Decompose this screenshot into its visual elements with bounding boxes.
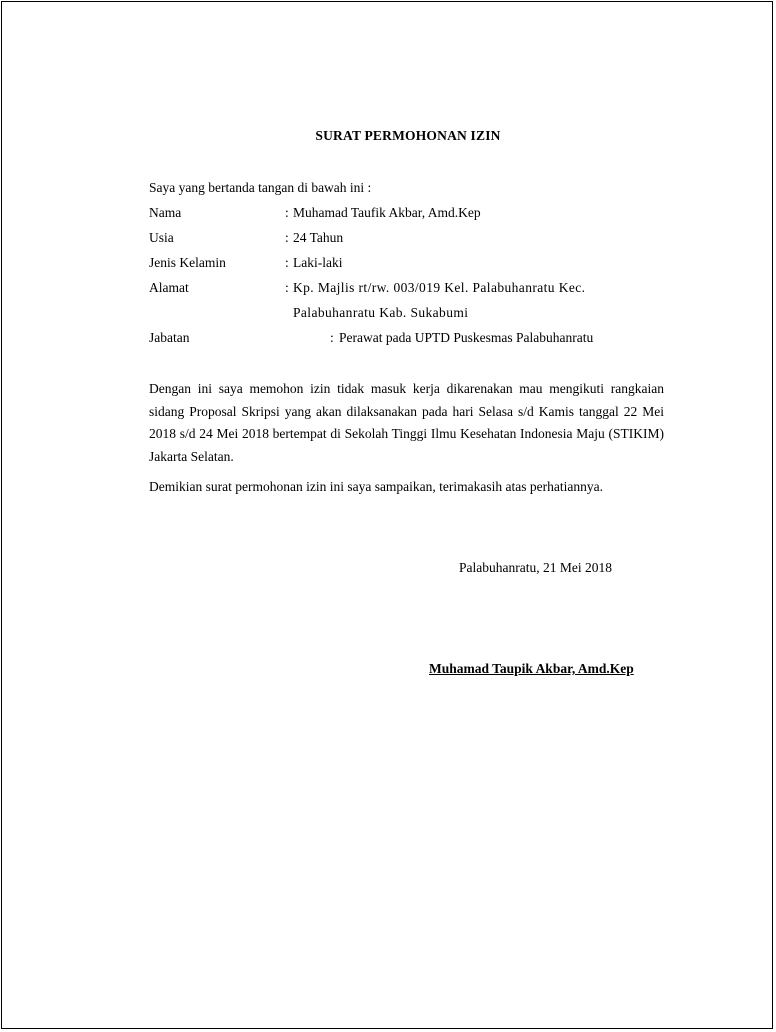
field-label-alamat: Alamat (149, 280, 189, 295)
field-colon-usia: : (285, 230, 289, 245)
field-value-jabatan: Perawat pada UPTD Puskesmas Palabuhanratu (339, 330, 594, 345)
body-paragraph: Dengan ini saya memohon izin tidak masuk kerja dikarenakan mau mengikuti rangkaian sidang Proposal Skripsi yang akan dilaksanakan pada hari Selasa s/d Kamis tanggal 22 Mei 2018 s/d 24 Mei 2018 bertempat di Sekolah Tinggi Ilmu Kesehatan Indonesia Maju (STIKIM) Jakarta Selatan. (149, 381, 664, 464)
field-colon-alamat: : (285, 280, 289, 295)
letter-page (1, 1, 773, 1029)
field-colon-jenis-kelamin: : (285, 255, 289, 270)
field-value-jenis-kelamin: Laki-laki (293, 255, 343, 270)
field-label-usia: Usia (149, 230, 174, 245)
field-colon-nama: : (285, 205, 289, 220)
closing-text: Demikian surat permohonan izin ini saya sampaikan, terimakasih atas perhatiannya. (149, 479, 603, 494)
field-value-nama: Muhamad Taufik Akbar, Amd.Kep (293, 205, 481, 220)
field-label-jabatan: Jabatan (149, 330, 190, 345)
letter-title: SURAT PERMOHONAN IZIN (315, 128, 501, 143)
field-value-alamat-line1: Kp. Majlis rt/rw. 003/019 Kel. Palabuhanratu Kec. (293, 280, 586, 295)
field-label-nama: Nama (149, 205, 182, 220)
place-date: Palabuhanratu, 21 Mei 2018 (459, 560, 612, 575)
signature-name: Muhamad Taupik Akbar, Amd.Kep (429, 661, 634, 676)
field-value-usia: 24 Tahun (293, 230, 344, 245)
field-colon-jabatan: : (330, 330, 334, 345)
intro-text: Saya yang bertanda tangan di bawah ini : (149, 180, 372, 195)
field-value-alamat-line2: Palabuhanratu Kab. Sukabumi (293, 305, 469, 320)
field-label-jenis-kelamin: Jenis Kelamin (149, 255, 226, 270)
